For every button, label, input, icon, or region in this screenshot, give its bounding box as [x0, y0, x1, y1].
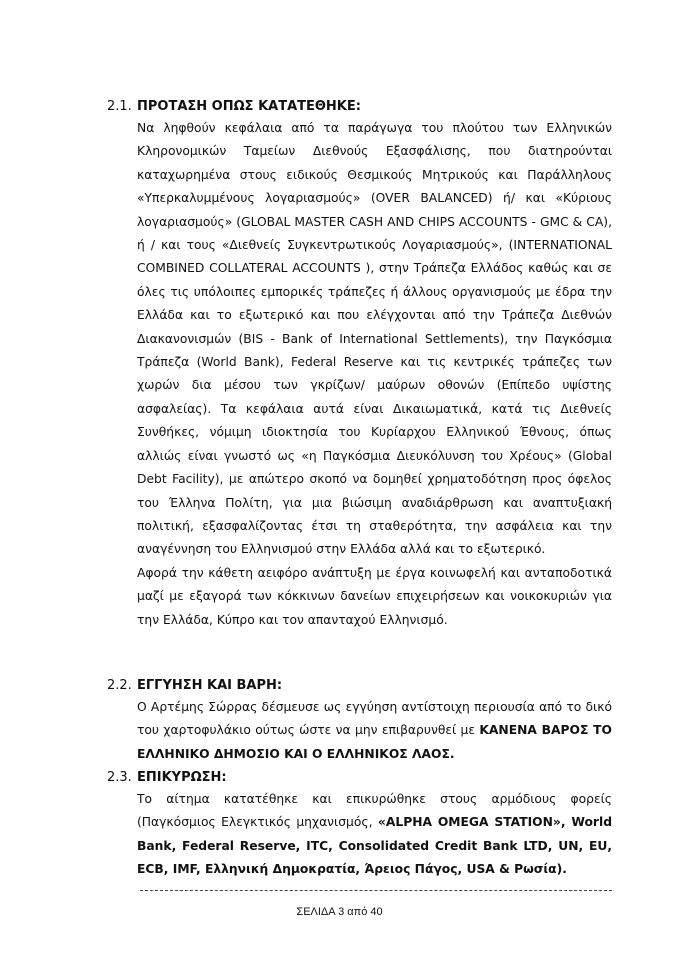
paragraph-bold-text: «ALPHA OMEGA STATION», World Bank, Federal Reserve, ITC, Consolidated Credit Bank LTD, UN, EU, ECB, IMF, Ελληνική Δημοκρατία, Άρειος Πάγος, USA & Ρωσία).: [137, 815, 612, 877]
section-body: [137, 788, 612, 882]
paragraph-text: Το αίτημα κατατέθηκε και επικυρώθηκε στους αρμόδιους φορείς (Παγκόσμιος Ελεγκτικός μηχανισμός,: [137, 792, 612, 830]
paragraph: Να ληφθούν κεφάλαια από τα παράγωγα του πλούτου των Ελληνικών Κληρονομικών Ταμείων Διεθνούς Εξασφάλισης, που διατηρούνται καταχωρημένα στους ειδικούς Θεσμικούς Μητρικούς και Παράλληλους «Υπερκαλυμμένους λογαριασμούς» (OVER BALANCED) ή/ και «Κύριους λογαριασμούς» (GLOBAL MASTER CASH AND CHIPS ACCOUNTS - GMC & CA), ή / και τους «Διεθνείς Συγκεντρωτικούς Λογαριασμούς», (INTERNATIONAL COMBINED COLLATERAL ACCOUNTS ), στην Τράπεζα Ελλάδος καθώς και σε όλες τις υπόλοιπες εμπορικές τράπεζες ή άλλους οργανισμούς με έδρα την Ελλάδα και το εξωτερικό και που ελέγχονται από την Τράπεζα Διεθνών Διακανονισμών (BIS - Bank of International Settlements), την Παγκόσμια Τράπεζα (World Bank), Federal Reserve και τις κεντρικές τράπεζες των χωρών δια μέσου των γκρίζων/ μαύρων οθονών (Επίπεδο υψίστης ασφαλείας). Τα κεφάλαια αυτά είναι Δικαιωματικά, κατά τις Διεθνείς Συνθήκες, νόμιμη ιδιοκτησία του Κυρίαρχου Ελληνικού Έθνους, όπως αλλιώς είναι γνωστό ως «η Παγκόσμια Διευκόλυνση του Χρέους» (Global Debt Facility), με απώτερο σκοπό να δομηθεί χρηματοδότηση προς όφελος του Έλληνα Πολίτη, για μια βιώσιμη αναδιάρθρωση και αναπτυξιακή πολιτική, εξασφαλίζοντας έτσι τη σταθερότητα, την ασφάλεια και την αναγέννηση του Ελληνισμού στην Ελλάδα αλλά και το εξωτερικό.: [137, 121, 612, 557]
paragraph: [137, 696, 612, 766]
section-2-3: [107, 768, 612, 882]
paragraph: Αφορά την κάθετη αειφόρο ανάπτυξη με έργα κοινωφελή και ανταποδοτικά μαζί με εξαγορά των κόκκινων δανείων επιχειρήσεων και νοικοκυριών για την Ελλάδα, Κύπρο και τον απανταχού Ελληνισμό.: [137, 565, 612, 627]
section-title: ΠΡΟΤΑΣΗ ΟΠΩΣ ΚΑΤΑΤΕΘΗΚΕ:: [137, 99, 361, 114]
section-2-1: [107, 97, 612, 632]
paragraph: [137, 788, 612, 882]
section-title: ΕΠΙΚΥΡΩΣΗ:: [137, 770, 227, 785]
footer-divider: [140, 890, 612, 891]
section-number: 2.1.: [107, 99, 132, 114]
section-heading: [107, 768, 612, 788]
section-2-2: [107, 676, 612, 766]
section-body: [137, 696, 612, 766]
section-body: [137, 117, 612, 632]
paragraph-bold-text: ΚΑΝΕΝΑ ΒΑΡΟΣ ΤΟ ΕΛΛΗΝΙΚΟ ΔΗΜΟΣΙΟ ΚΑΙ Ο ΕΛΛΗΝΙΚΟΣ ΛΑΟΣ.: [137, 723, 612, 761]
section-title: ΕΓΓΥΗΣΗ ΚΑΙ ΒΑΡΗ:: [137, 678, 283, 693]
paragraph-text: Ο Αρτέμης Σώρρας δέσμευσε ως εγγύηση αντίστοιχη περιουσία από το δικό του χαρτοφυλάκιο ούτως ώστε να μην επιβαρυνθεί με: [137, 700, 612, 738]
section-number: 2.2.: [107, 678, 132, 693]
section-heading: [107, 676, 612, 696]
section-number: 2.3.: [107, 770, 132, 785]
page-number: ΣΕΛΙΔΑ 3 από 40: [296, 906, 383, 918]
section-heading: [107, 97, 612, 117]
